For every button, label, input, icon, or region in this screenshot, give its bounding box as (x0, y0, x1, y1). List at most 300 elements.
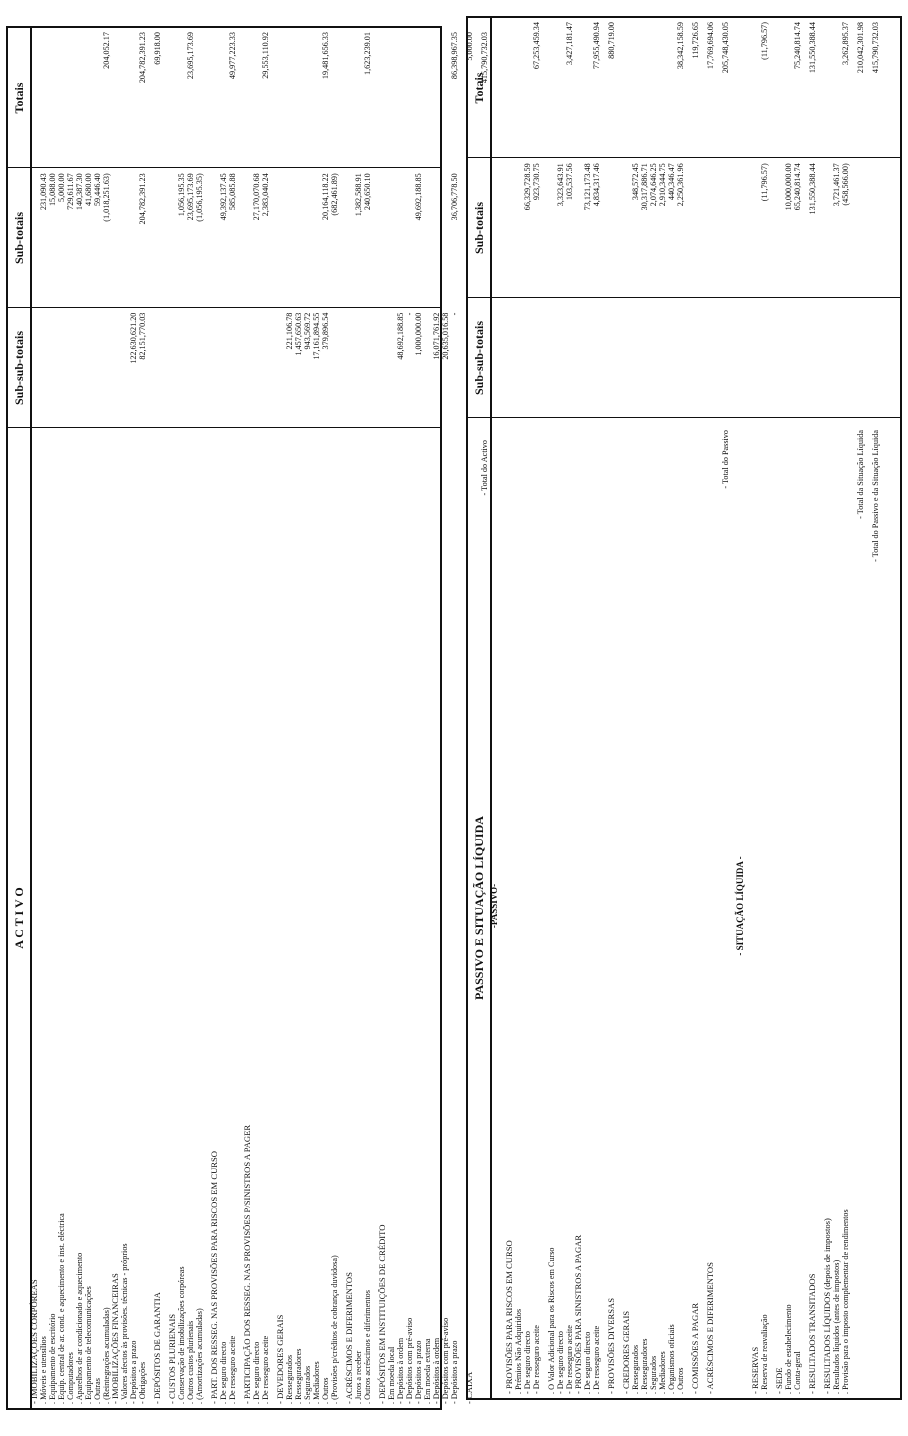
value-c2: 1,382,588.91 (354, 173, 363, 217)
value-c3 (303, 28, 312, 169)
row-label: - Depósitos com pré-aviso (441, 1317, 450, 1404)
value-c1: 379,896.54 (321, 312, 330, 350)
value-c2 (243, 169, 252, 308)
value-c2: 41,680.00 (84, 173, 93, 207)
value-c3: 3,427,181.47 (565, 22, 574, 65)
ledger-row (432, 28, 441, 1408)
value-c3 (168, 28, 177, 169)
value-c2: 73,121,173.48 (583, 163, 592, 211)
ledger-row (775, 18, 784, 1398)
value-c1 (832, 299, 841, 418)
section-label: - ACRÉSCIMOS E DIFERIMENTOS (344, 1272, 354, 1404)
value-c1 (547, 299, 556, 418)
value-c2 (312, 169, 321, 308)
value-c3 (354, 28, 363, 169)
value-c3 (751, 18, 760, 159)
ledger-row (48, 28, 57, 1408)
value-c3 (658, 18, 667, 159)
value-c1 (574, 299, 583, 418)
value-c1 (330, 309, 339, 428)
row-label: . Mediadores (312, 1361, 321, 1404)
row-label: - Depósitos a prazo (129, 1340, 138, 1404)
ledger-row (195, 28, 204, 1408)
value-c1 (751, 299, 760, 418)
row-label: . Fundo de estabelecimento (784, 1304, 793, 1394)
col-totais: Totais (12, 82, 26, 114)
row-label: -PASSIVO- (489, 883, 499, 929)
value-c3 (129, 28, 138, 169)
ledger-row (120, 28, 129, 1408)
ledger-row (721, 18, 730, 1398)
ledger-row (363, 28, 372, 1408)
value-c2: 15,088.00 (48, 173, 57, 207)
value-c3: 19,481,656.33 (321, 32, 330, 80)
passivo-panel (466, 16, 902, 1400)
section-label: - IMOBILIZAÇÕES FINANCEIRAS (110, 1273, 120, 1404)
ledger-row (676, 18, 685, 1398)
row-label: . De resseguro aceite (228, 1335, 237, 1404)
value-c1 (243, 309, 252, 428)
value-c3 (66, 28, 75, 169)
value-c2: (1,018,251.63) (102, 173, 111, 222)
value-c1 (736, 299, 745, 418)
value-c2: (1,056,195.35) (195, 173, 204, 222)
value-c1: - (405, 312, 414, 316)
value-c3: 38,342,158.59 (676, 22, 685, 70)
value-c2: 240,650.10 (363, 173, 372, 211)
ledger-row (396, 28, 405, 1408)
ledger-row (760, 18, 769, 1398)
value-c3 (39, 28, 48, 169)
value-c1 (775, 299, 784, 418)
col-sub-totais: Sub-totais (472, 202, 486, 255)
value-c1 (691, 299, 700, 418)
value-c2: 923,730.75 (532, 163, 541, 201)
value-c3 (252, 28, 261, 169)
value-c1 (532, 299, 541, 418)
value-c1 (721, 299, 730, 418)
value-c3: 69,918.00 (153, 32, 162, 65)
value-c3 (667, 18, 676, 159)
row-label: . O Valor Adicional para os Riscos em Curso (547, 1247, 556, 1394)
value-c3: 210,042,301.98 (856, 22, 865, 74)
row-label: - Total do Passivo e da Situação Líquida (871, 430, 880, 562)
value-c2 (423, 169, 432, 308)
value-c2: 10,000,000.00 (784, 163, 793, 211)
value-c2 (775, 159, 784, 298)
value-c2: 3,323,643.91 (556, 163, 565, 207)
value-c3 (640, 18, 649, 159)
value-c2: 4,834,317.46 (592, 163, 601, 207)
ledger-row (57, 28, 66, 1408)
value-c1 (345, 309, 354, 428)
ledger-row (607, 18, 616, 1398)
value-c3 (387, 28, 396, 169)
section-label: - SEDE (774, 1367, 784, 1394)
value-c2 (622, 159, 631, 298)
passivo-title: PASSIVO E SITUAÇÃO LÍQUIDA (472, 816, 486, 1000)
ledger-row (523, 18, 532, 1398)
row-label: . Conservação de imobilizações corpóreas (177, 1266, 186, 1404)
ledger-row (423, 28, 432, 1408)
ledger-row (168, 28, 177, 1408)
value-c3 (243, 28, 252, 169)
value-c1: 1,000,000.00 (414, 312, 423, 356)
value-c2: 140,387.30 (75, 173, 84, 211)
value-c1 (120, 309, 129, 428)
value-c1 (168, 309, 177, 428)
section-label: - PARTICIPAÇÃO DOS RESSEG. NAS PROVISÕES P/SINISTROS A PAGER (242, 1124, 252, 1404)
value-c1 (565, 299, 574, 418)
value-c1 (856, 299, 865, 418)
value-c2: 2,910,344.75 (658, 163, 667, 207)
value-c1 (102, 309, 111, 428)
value-c1 (583, 299, 592, 418)
activo-header (8, 28, 32, 1408)
value-c3 (210, 28, 219, 169)
row-label: . Segurados (649, 1355, 658, 1394)
ledger-row (751, 18, 760, 1398)
section-label: - PROVISÕES DIVERSAS (606, 1298, 616, 1394)
row-label: . Resseguradores (294, 1348, 303, 1404)
value-c3 (48, 28, 57, 169)
value-c2 (168, 169, 177, 308)
value-c2 (751, 159, 760, 298)
activo-title: A C T I V O (12, 887, 26, 949)
value-c1 (649, 299, 658, 418)
value-c2: 3,721,461.37 (832, 163, 841, 207)
ledger-row (841, 18, 850, 1398)
section-label: - DEPÓSITOS DE GARANTIA (152, 1292, 162, 1404)
ledger-row (75, 28, 84, 1408)
ledger-row (261, 28, 270, 1408)
row-label: . De resseguro aceite (592, 1325, 601, 1394)
value-c2 (736, 159, 745, 298)
ledger-row (667, 18, 676, 1398)
passivo-body (490, 18, 900, 1398)
value-c2 (345, 169, 354, 308)
value-c1: 943,569.72 (303, 312, 312, 350)
value-c1 (48, 309, 57, 428)
value-c3 (177, 28, 186, 169)
value-c3: 77,955,490.94 (592, 22, 601, 70)
section-label: - CREDORES GERAIS (621, 1310, 631, 1394)
value-c1 (75, 309, 84, 428)
ledger-row (514, 18, 523, 1398)
value-c2: 59,446.40 (93, 173, 102, 207)
ledger-row (450, 28, 459, 1408)
section-label: - ACRÉSCIMOS E DIFERIMENTOS (705, 1262, 715, 1394)
row-label: . Organismos oficiais (667, 1324, 676, 1394)
value-c1 (252, 309, 261, 428)
ledger-row (856, 18, 865, 1398)
value-c3: 205,748,430.05 (721, 22, 730, 74)
value-c1 (706, 299, 715, 418)
value-c2 (547, 159, 556, 298)
value-c3 (441, 28, 450, 169)
value-c2: 27,170,070.68 (252, 173, 261, 221)
section-label: - DEVEDORES GERAIS (275, 1314, 285, 1404)
value-c2 (378, 169, 387, 308)
value-c3 (556, 18, 565, 159)
value-c2: 2,250,361.96 (676, 163, 685, 207)
value-c2 (574, 159, 583, 298)
value-c2: 66,329,728.59 (523, 163, 532, 211)
value-c2 (153, 169, 162, 308)
row-label: . Juros a receber (354, 1350, 363, 1404)
ledger-row (93, 28, 102, 1408)
value-c1 (640, 299, 649, 418)
row-label: . De resseguro aceite (261, 1335, 270, 1404)
ledger-row (66, 28, 75, 1408)
value-c1 (84, 309, 93, 428)
ledger-row (823, 18, 832, 1398)
value-c3: 880,719.00 (607, 22, 616, 59)
ledger-row (228, 28, 237, 1408)
ledger-row (354, 28, 363, 1408)
value-c2: 2,074,646.25 (649, 163, 658, 207)
col-sub-totais: Sub-totais (12, 212, 26, 265)
value-c2 (303, 169, 312, 308)
value-c2 (120, 169, 129, 308)
value-c1 (354, 309, 363, 428)
value-c1 (177, 309, 186, 428)
value-c1 (66, 309, 75, 428)
ledger-row (378, 28, 387, 1408)
ledger-row (808, 18, 817, 1398)
value-c3 (649, 18, 658, 159)
value-c3 (832, 18, 841, 159)
ledger-row (547, 18, 556, 1398)
value-c1 (871, 299, 880, 418)
passivo-header (468, 18, 492, 1398)
value-c2: 49,692,188.85 (414, 173, 423, 221)
value-c3: 131,550,388.44 (808, 22, 817, 74)
ledger-row (312, 28, 321, 1408)
row-label: . Outros (676, 1367, 685, 1394)
ledger-row (658, 18, 667, 1398)
value-c1 (676, 299, 685, 418)
value-c3: 17,769,694.06 (706, 22, 715, 70)
value-c3 (775, 18, 784, 159)
ledger-row (574, 18, 583, 1398)
value-c3 (345, 28, 354, 169)
value-c3: 119,726.65 (691, 22, 700, 59)
value-c1 (823, 299, 832, 418)
value-c3: 5,000.00 (465, 32, 474, 61)
value-c2: 2,383,040.24 (261, 173, 270, 217)
value-c2 (607, 159, 616, 298)
ledger-row (30, 28, 39, 1408)
row-label: - De resseguro aceite (532, 1325, 541, 1394)
value-c1 (153, 309, 162, 428)
ledger-row (640, 18, 649, 1398)
ledger-row (177, 28, 186, 1408)
row-label: . Outros acréscimos e diferimentos (363, 1290, 372, 1404)
row-label: . Equip. central de ar. cond. e aquecimento e inst. eléctrica (57, 1213, 66, 1404)
row-label: . Conta-geral (793, 1351, 802, 1394)
row-label: - SITUAÇÃO LÍQUIDA - (735, 856, 745, 956)
row-label: . Equipamento de telecomunicações (84, 1286, 93, 1404)
value-c3 (30, 28, 39, 169)
value-c3 (93, 28, 102, 169)
ledger-row (153, 28, 162, 1408)
row-label: - De seguro directo (556, 1331, 565, 1394)
value-c3 (490, 18, 499, 159)
value-c2 (276, 169, 285, 308)
value-c3 (505, 18, 514, 159)
ledger-row (414, 28, 423, 1408)
ledger-row (330, 28, 339, 1408)
value-c1: 16,071,761.92 (432, 312, 441, 360)
row-label: . De seguro directo (583, 1331, 592, 1394)
value-c2: 5,000.00 (57, 173, 66, 202)
value-c3 (622, 18, 631, 159)
value-c3 (57, 28, 66, 169)
ledger-row (532, 18, 541, 1398)
value-c3: 29,553,110.92 (261, 32, 270, 79)
value-c1 (514, 299, 523, 418)
value-c2 (721, 159, 730, 298)
ledger-row (784, 18, 793, 1398)
row-label: . Resseguradores (640, 1338, 649, 1394)
value-c3: 23,695,173.69 (186, 32, 195, 80)
value-c2: 23,695,173.69 (186, 173, 195, 221)
value-c1 (195, 309, 204, 428)
value-c1 (186, 309, 195, 428)
value-c1 (556, 299, 565, 418)
value-c3 (84, 28, 93, 169)
row-label: - Total da Situação Líquida (856, 430, 865, 519)
row-label: . Ressegurados (631, 1344, 640, 1394)
value-c3 (294, 28, 303, 169)
ledger-row (321, 28, 330, 1408)
value-c3 (405, 28, 414, 169)
value-c3 (784, 18, 793, 159)
row-label: . Resultados líquidos (antes de impostos) (832, 1259, 841, 1394)
ledger-row (285, 28, 294, 1408)
value-c1 (760, 299, 769, 418)
value-c3 (583, 18, 592, 159)
value-c1 (784, 299, 793, 418)
value-c1: 48,692,188.85 (396, 312, 405, 360)
ledger-row (505, 18, 514, 1398)
row-label: . Segurados (303, 1365, 312, 1404)
value-c1 (841, 299, 850, 418)
row-label: . Em moeda local (387, 1346, 396, 1404)
ledger-row (84, 28, 93, 1408)
value-c1: - (450, 312, 459, 316)
value-c1 (423, 309, 432, 428)
ledger-row (243, 28, 252, 1408)
value-c3: 204,782,391.23 (138, 32, 147, 84)
ledger-row (405, 28, 414, 1408)
value-c1 (490, 299, 499, 418)
value-c1 (607, 299, 616, 418)
ledger-row (129, 28, 138, 1408)
value-c3 (285, 28, 294, 169)
row-label: . Prémios Não Adquiridos (514, 1308, 523, 1394)
row-label: . Outros (321, 1377, 330, 1404)
value-c3 (75, 28, 84, 169)
row-label: . De seguro directo (219, 1341, 228, 1404)
value-c1: 20,635,016.58 (441, 312, 450, 360)
section-label: - PART. DOS RESSEG. NAS PROVISÕES PARA RISCOS EM CURSO (209, 1151, 219, 1404)
value-c2 (210, 169, 219, 308)
value-c3 (195, 28, 204, 169)
section-label: - PROVISÕES PARA SINISTROS A PAGAR (573, 1234, 583, 1394)
ledger-row (556, 18, 565, 1398)
value-c2: 103,537.56 (565, 163, 574, 201)
value-c2 (490, 159, 499, 298)
ledger-row (871, 18, 880, 1398)
section-label: - IMOBILIZAÇÕES CORPÓREAS (29, 1279, 39, 1404)
ledger-row (622, 18, 631, 1398)
value-c2: 131,550,388.44 (808, 163, 817, 215)
value-c3 (378, 28, 387, 169)
value-c1 (219, 309, 228, 428)
row-label: - Depósitos a prazo (450, 1340, 459, 1404)
value-c2 (441, 169, 450, 308)
col-sub-sub-totais: Sub-sub-totais (12, 330, 26, 406)
value-c2: 440,346.47 (667, 163, 676, 201)
ledger-row (138, 28, 147, 1408)
row-label: - Depósitos a prazo (414, 1340, 423, 1404)
value-c1 (210, 309, 219, 428)
value-c2: (682,461.89) (330, 173, 339, 216)
ledger-row (631, 18, 640, 1398)
value-c1 (667, 299, 676, 418)
value-c1: 122,630,621.20 (129, 312, 138, 364)
value-c1 (592, 299, 601, 418)
ledger-row (210, 28, 219, 1408)
ledger-row (186, 28, 195, 1408)
ledger-row (39, 28, 48, 1408)
ledger-row (441, 28, 450, 1408)
section-label: - COMISSÕES A PAGAR (690, 1302, 700, 1394)
row-label: . (Provisões p/créditos de cobrança duvidosa) (330, 1255, 339, 1404)
value-c2 (505, 159, 514, 298)
row-label: - Depósitos à ordem (396, 1337, 405, 1404)
row-label: . Reserva de reavaliação (760, 1314, 769, 1394)
section-label: - RESULTADOS TRANSITADOS (807, 1273, 817, 1394)
value-c1 (378, 309, 387, 428)
value-c2: 1,056,195.35 (177, 173, 186, 217)
row-label: . De seguro directo (252, 1341, 261, 1404)
value-c1 (39, 309, 48, 428)
value-c3 (414, 28, 423, 169)
row-label: . Aparelhos de ar condicionado e aquecimento (75, 1252, 84, 1404)
value-c3: 67,253,459.34 (532, 22, 541, 70)
value-c2: 30,317,886.71 (640, 163, 649, 211)
value-c2 (706, 159, 715, 298)
value-c3 (276, 28, 285, 169)
value-c1 (111, 309, 120, 428)
value-c3 (120, 28, 129, 169)
row-label: . Valores afectos às provisões. técnicas - próprios (120, 1243, 129, 1404)
value-c1: 1,457,650.63 (294, 312, 303, 356)
ledger-row (793, 18, 802, 1398)
row-label: . (Amortizações acumuladas) (195, 1308, 204, 1404)
value-c2 (387, 169, 396, 308)
value-c1 (228, 309, 237, 428)
row-label: . Mediadores (658, 1351, 667, 1394)
ledger-row (219, 28, 228, 1408)
value-c2 (691, 159, 700, 298)
value-c2: 65,240,814.74 (793, 163, 802, 211)
row-label: - Total do Activo (480, 440, 489, 496)
value-c1: 17,161,894.55 (312, 312, 321, 360)
